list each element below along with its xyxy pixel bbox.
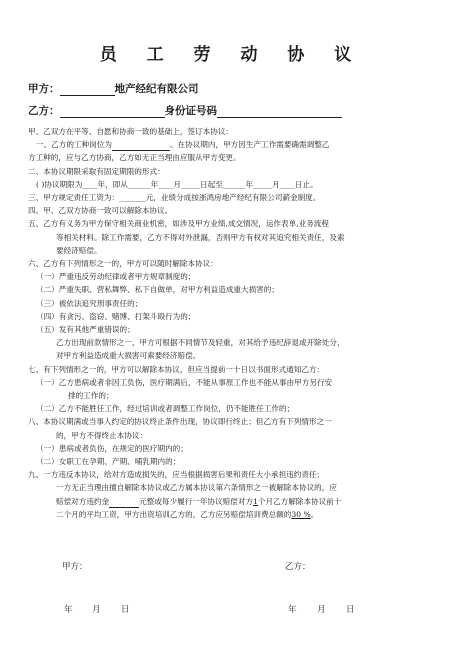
- clause-4: 四、甲、乙双方协商一致可以解除本协议。: [28, 206, 173, 216]
- clause-5: 五、乙方有义务为甲方保守相关商业机密，如涉及甲方业绩,成交情况，运作表单,业务流程: [28, 219, 329, 229]
- party-b-date-day: 日: [346, 605, 355, 615]
- clause-intro: 甲、乙双方在平等、自愿和协商一致的基础上，签订本协议：: [28, 127, 234, 136]
- job-position-blank[interactable]: [112, 142, 170, 151]
- party-a-date-year: 年: [64, 605, 73, 615]
- clause-1-text-cont: 。在协议期内，甲方因生产工作需要确需调整乙: [169, 140, 330, 150]
- party-a-company: 地产经纪有限公司: [114, 83, 199, 95]
- clause-7: 七、有下列情形之一的，甲方可以解除本协议，但应当提前一十日以书面形式通知乙方：: [28, 364, 325, 374]
- clause-5-line-2: 等相关材料。除工作需要，乙方不得对外泄漏，否则甲方有权对其追究相关责任，及索: [56, 232, 345, 242]
- signature-party-a: 甲方：: [62, 562, 88, 572]
- clause-1: [28, 138, 438, 151]
- clause-8: 八、本协议期满或当事人约定的协议终止条件出现，协议即行终止；但乙方有下列情形之一: [28, 417, 332, 427]
- clause-9-text-a: 赔偿对方违约金: [56, 496, 110, 506]
- clause-6-item-3: （三）被依法追究刑事责任的；: [36, 298, 143, 308]
- party-b-line: [28, 103, 342, 118]
- party-b-label: 乙方：: [28, 105, 60, 117]
- party-b-name-blank[interactable]: [60, 106, 165, 118]
- clause-3: 三、甲方规定责任工资为：_______元，业绩分成按浙鸿房地产经纪有限公司薪金制度。: [28, 193, 321, 203]
- party-b-date-year: 年: [288, 605, 297, 615]
- clause-6-item-4: （四）有贪污、盗窃、赌博、打架斗殴行为的；: [36, 311, 196, 321]
- clause-9-text-b: 元整或每少履行一年协议赔偿对方: [139, 496, 254, 506]
- clause-6-item-1: （一）严重违反劳动纪律或者甲方规章制度的；: [36, 272, 196, 282]
- signature-party-b: 乙方：: [285, 562, 311, 572]
- compensation-months: 1: [253, 496, 258, 506]
- party-b-id-label: 身份证号码: [164, 105, 217, 117]
- clause-6-note-line-2: 对甲方利益造成重大损害可索要经济赔偿。: [56, 351, 201, 361]
- clause-9-line-3: [28, 495, 438, 508]
- clause-7-item-1: （一）乙方患病或者非因工负伤，医疗期满后，不能从事原工作也不能从事由甲方另行安: [36, 377, 333, 387]
- clause-9-text-d: 二个月的平均工资，甲方出资培训乙方的，乙方应另赔偿培训费总额的: [56, 509, 292, 519]
- clause-9: 九、一方违反本协议，给对方造成损失的，应当根据损害后果和责任大小承担违约责任；: [28, 470, 325, 480]
- clause-2-term: ( )协议期限为____年，即从______年____月_____日起至______年_____月____日止。: [36, 179, 318, 189]
- clause-2: 二、本协议期限采取有固定期限的形式：: [28, 166, 165, 176]
- clause-6-item-2: （二）严重失职、营私舞弊、私下自做单，对甲方利益造成重大损害的；: [36, 285, 279, 295]
- clause-9-line-4: [28, 508, 438, 521]
- clause-8-line-2: 的，甲方不得终止本协议：: [56, 430, 148, 440]
- clause-7-item-1-line-2: 排的工作的；: [68, 391, 114, 401]
- party-a-date-month: 月: [92, 605, 101, 615]
- party-a-blank[interactable]: [60, 84, 115, 96]
- clause-6: 六、乙方有下列情形之一的，甲方可以随时解除本协议：: [28, 259, 218, 269]
- clause-7-item-2: （二）乙方不能胜任工作，经过培训或者调整工作岗位，仍不能胜任工作的；: [36, 404, 295, 414]
- clause-9-text-c: 个月乙方解除本协议前十: [257, 496, 342, 506]
- training-fee-percent: 30 %: [291, 509, 311, 519]
- party-b-id-blank[interactable]: [217, 106, 342, 118]
- clause-1-line-2: 方工种的，应与乙方协商，乙方如无正当理由应服从甲方变更。: [28, 153, 241, 163]
- clause-9-text-e: 。: [310, 509, 319, 519]
- clause-8-item-1: （一）患病或者负伤，在规定的医疗期内的；: [36, 443, 188, 453]
- clause-9-line-2: 一方无正当理由擅自解除本协议或乙方属本协议第六条情形之一被解除本协议的，应: [56, 483, 337, 493]
- party-a-date-day: 日: [121, 605, 130, 615]
- penalty-amount-blank[interactable]: [109, 499, 139, 508]
- party-a-line: [28, 81, 199, 96]
- agreement-body: [28, 125, 438, 521]
- clause-5-line-3: 要经济赔偿。: [56, 245, 102, 255]
- party-b-date-month: 月: [317, 605, 326, 615]
- clause-6-item-5: （五）发有其他严重错误的；: [36, 325, 135, 335]
- clause-8-item-2: （二）女职工在孕期、产期、哺乳期内的；: [36, 457, 181, 467]
- page-title: 员 工 劳 动 协 议: [99, 45, 364, 65]
- party-a-label: 甲方：: [28, 83, 60, 95]
- clause-6-note: 乙方出现前款情形之一，甲方可根据不同情节及轻重，对其给予违纪辞退或开除处分，: [56, 338, 345, 348]
- clause-1-text: 一、乙方的工种岗位为: [36, 140, 112, 150]
